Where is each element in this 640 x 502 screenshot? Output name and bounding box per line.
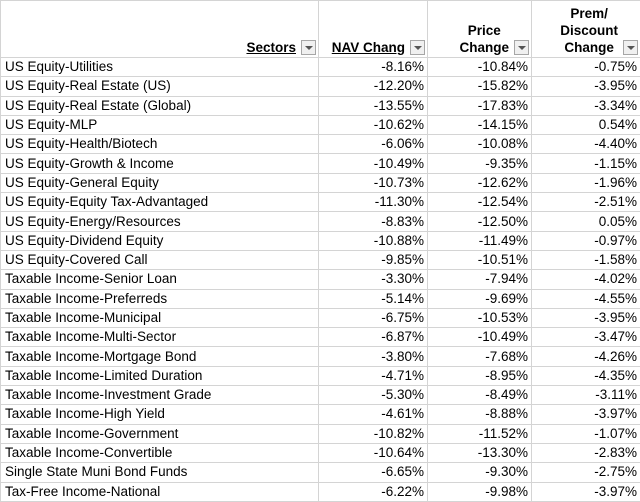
nav-change-cell[interactable]: -9.85%	[319, 250, 428, 269]
price-change-cell[interactable]: -8.95%	[428, 366, 532, 385]
header-prem-discount-change[interactable]	[532, 1, 640, 58]
table-row	[1, 212, 640, 231]
price-change-cell[interactable]: -12.62%	[428, 173, 532, 192]
nav-change-cell[interactable]: -8.16%	[319, 58, 428, 77]
header-nav-change[interactable]	[319, 1, 428, 58]
nav-change-cell[interactable]: -6.65%	[319, 463, 428, 482]
price-change-cell[interactable]: -15.82%	[428, 77, 532, 96]
table-row	[1, 289, 640, 308]
nav-change-cell[interactable]: -12.20%	[319, 77, 428, 96]
nav-change-cell[interactable]: -5.30%	[319, 386, 428, 405]
price-change-cell[interactable]: -7.68%	[428, 347, 532, 366]
price-change-cell[interactable]: -11.49%	[428, 231, 532, 250]
prem-discount-change-cell[interactable]: -4.02%	[532, 270, 640, 289]
table-row	[1, 58, 640, 77]
table-row	[1, 77, 640, 96]
price-change-cell[interactable]: -9.30%	[428, 463, 532, 482]
header-row	[1, 1, 640, 58]
sector-cell[interactable]: US Equity-Energy/Resources	[1, 212, 319, 231]
price-change-cell[interactable]: -7.94%	[428, 270, 532, 289]
table-row	[1, 328, 640, 347]
prem-discount-change-cell[interactable]: -4.26%	[532, 347, 640, 366]
sector-cell[interactable]: US Equity-Equity Tax-Advantaged	[1, 193, 319, 212]
sector-cell[interactable]: US Equity-Covered Call	[1, 250, 319, 269]
sector-cell[interactable]: US Equity-Health/Biotech	[1, 135, 319, 154]
nav-change-cell[interactable]: -6.06%	[319, 135, 428, 154]
table-row	[1, 135, 640, 154]
filter-dropdown-icon[interactable]	[410, 40, 425, 55]
header-price-change-line2: Change	[459, 40, 509, 55]
sector-cell[interactable]: Taxable Income-Mortgage Bond	[1, 347, 319, 366]
nav-change-cell[interactable]: -5.14%	[319, 289, 428, 308]
prem-discount-change-cell[interactable]: -4.35%	[532, 366, 640, 385]
nav-change-cell[interactable]: -3.80%	[319, 347, 428, 366]
prem-discount-change-cell[interactable]: -4.40%	[532, 135, 640, 154]
filter-dropdown-icon[interactable]	[301, 40, 316, 55]
sector-cell[interactable]: Taxable Income-Government	[1, 424, 319, 443]
sector-cell[interactable]: Tax-Free Income-National	[1, 482, 319, 501]
table-row	[1, 443, 640, 462]
prem-discount-change-cell[interactable]: -3.11%	[532, 386, 640, 405]
prem-discount-change-cell[interactable]: -1.15%	[532, 154, 640, 173]
nav-change-cell[interactable]: -10.49%	[319, 154, 428, 173]
prem-discount-change-cell[interactable]: -3.95%	[532, 77, 640, 96]
sector-cell[interactable]: US Equity-Real Estate (US)	[1, 77, 319, 96]
header-price-change[interactable]	[428, 1, 532, 58]
sector-cell[interactable]: US Equity-General Equity	[1, 173, 319, 192]
prem-discount-change-cell[interactable]: -3.97%	[532, 405, 640, 424]
price-change-cell[interactable]: -12.54%	[428, 193, 532, 212]
sector-cell[interactable]: US Equity-Growth & Income	[1, 154, 319, 173]
price-change-cell[interactable]: -13.30%	[428, 443, 532, 462]
prem-discount-change-cell[interactable]: -3.97%	[532, 482, 640, 501]
header-price-change-line1: Price	[468, 23, 501, 38]
table-row	[1, 231, 640, 250]
table-row	[1, 173, 640, 192]
header-prem-line1: Prem/	[570, 6, 608, 21]
table-row	[1, 386, 640, 405]
nav-change-cell[interactable]: -10.73%	[319, 173, 428, 192]
filter-dropdown-icon[interactable]	[514, 40, 529, 55]
sector-cell[interactable]: Taxable Income-Limited Duration	[1, 366, 319, 385]
prem-discount-change-cell[interactable]: -1.96%	[532, 173, 640, 192]
nav-change-cell[interactable]: -10.82%	[319, 424, 428, 443]
sector-cell[interactable]: Single State Muni Bond Funds	[1, 463, 319, 482]
prem-discount-change-cell[interactable]: -3.47%	[532, 328, 640, 347]
sector-cell[interactable]: Taxable Income-Convertible	[1, 443, 319, 462]
prem-discount-change-cell[interactable]: -1.58%	[532, 250, 640, 269]
sector-cell[interactable]: Taxable Income-Investment Grade	[1, 386, 319, 405]
table-row	[1, 193, 640, 212]
prem-discount-change-cell[interactable]: -1.07%	[532, 424, 640, 443]
header-prem-line2: Discount	[560, 23, 618, 38]
table-row	[1, 405, 640, 424]
prem-discount-change-cell[interactable]: -4.55%	[532, 289, 640, 308]
nav-change-cell[interactable]: -13.55%	[319, 96, 428, 115]
price-change-cell[interactable]: -9.35%	[428, 154, 532, 173]
price-change-cell[interactable]: -10.53%	[428, 308, 532, 327]
price-change-cell[interactable]: -10.08%	[428, 135, 532, 154]
header-sectors-label: Sectors	[246, 40, 296, 55]
header-sectors[interactable]	[1, 1, 319, 58]
nav-change-cell[interactable]: -8.83%	[319, 212, 428, 231]
nav-change-cell[interactable]: -10.62%	[319, 115, 428, 134]
sector-cell[interactable]: Taxable Income-High Yield	[1, 405, 319, 424]
filter-dropdown-icon[interactable]	[623, 40, 638, 55]
table-row	[1, 463, 640, 482]
nav-change-cell[interactable]: -6.75%	[319, 308, 428, 327]
price-change-cell[interactable]: -8.88%	[428, 405, 532, 424]
sector-cell[interactable]: US Equity-MLP	[1, 115, 319, 134]
price-change-cell[interactable]: -10.84%	[428, 58, 532, 77]
price-change-cell[interactable]: -14.15%	[428, 115, 532, 134]
prem-discount-change-cell[interactable]: 0.05%	[532, 212, 640, 231]
prem-discount-change-cell[interactable]: -2.75%	[532, 463, 640, 482]
prem-discount-change-cell[interactable]: -0.75%	[532, 58, 640, 77]
nav-change-cell[interactable]: -10.64%	[319, 443, 428, 462]
table-row	[1, 250, 640, 269]
nav-change-cell[interactable]: -4.71%	[319, 366, 428, 385]
nav-change-cell[interactable]: -3.30%	[319, 270, 428, 289]
sector-cell[interactable]: Taxable Income-Multi-Sector	[1, 328, 319, 347]
header-nav-change-label: NAV Chang	[332, 40, 405, 55]
table-row	[1, 270, 640, 289]
nav-change-cell[interactable]: -10.88%	[319, 231, 428, 250]
nav-change-cell[interactable]: -11.30%	[319, 193, 428, 212]
price-change-cell[interactable]: -9.98%	[428, 482, 532, 501]
price-change-cell[interactable]: -11.52%	[428, 424, 532, 443]
sector-cell[interactable]: Taxable Income-Senior Loan	[1, 270, 319, 289]
table-row	[1, 347, 640, 366]
price-change-cell[interactable]: -10.49%	[428, 328, 532, 347]
nav-change-cell[interactable]: -4.61%	[319, 405, 428, 424]
table-row	[1, 366, 640, 385]
table-row	[1, 308, 640, 327]
price-change-cell[interactable]: -12.50%	[428, 212, 532, 231]
price-change-cell[interactable]: -10.51%	[428, 250, 532, 269]
table-row	[1, 96, 640, 115]
sector-cell[interactable]: Taxable Income-Municipal	[1, 308, 319, 327]
sector-cell[interactable]: US Equity-Real Estate (Global)	[1, 96, 319, 115]
table-row	[1, 482, 640, 501]
prem-discount-change-cell[interactable]: -0.97%	[532, 231, 640, 250]
price-change-cell[interactable]: -8.49%	[428, 386, 532, 405]
header-prem-line3: Change	[564, 40, 614, 55]
prem-discount-change-cell[interactable]: -2.83%	[532, 443, 640, 462]
price-change-cell[interactable]: -17.83%	[428, 96, 532, 115]
prem-discount-change-cell[interactable]: 0.54%	[532, 115, 640, 134]
nav-change-cell[interactable]: -6.22%	[319, 482, 428, 501]
table-body	[1, 58, 640, 502]
prem-discount-change-cell[interactable]: -3.95%	[532, 308, 640, 327]
sector-cell[interactable]: Taxable Income-Preferreds	[1, 289, 319, 308]
table-row	[1, 424, 640, 443]
nav-change-cell[interactable]: -6.87%	[319, 328, 428, 347]
price-change-cell[interactable]: -9.69%	[428, 289, 532, 308]
sector-cell[interactable]: US Equity-Utilities	[1, 58, 319, 77]
prem-discount-change-cell[interactable]: -3.34%	[532, 96, 640, 115]
table-row	[1, 154, 640, 173]
table-row	[1, 115, 640, 134]
sector-cell[interactable]: US Equity-Dividend Equity	[1, 231, 319, 250]
prem-discount-change-cell[interactable]: -2.51%	[532, 193, 640, 212]
